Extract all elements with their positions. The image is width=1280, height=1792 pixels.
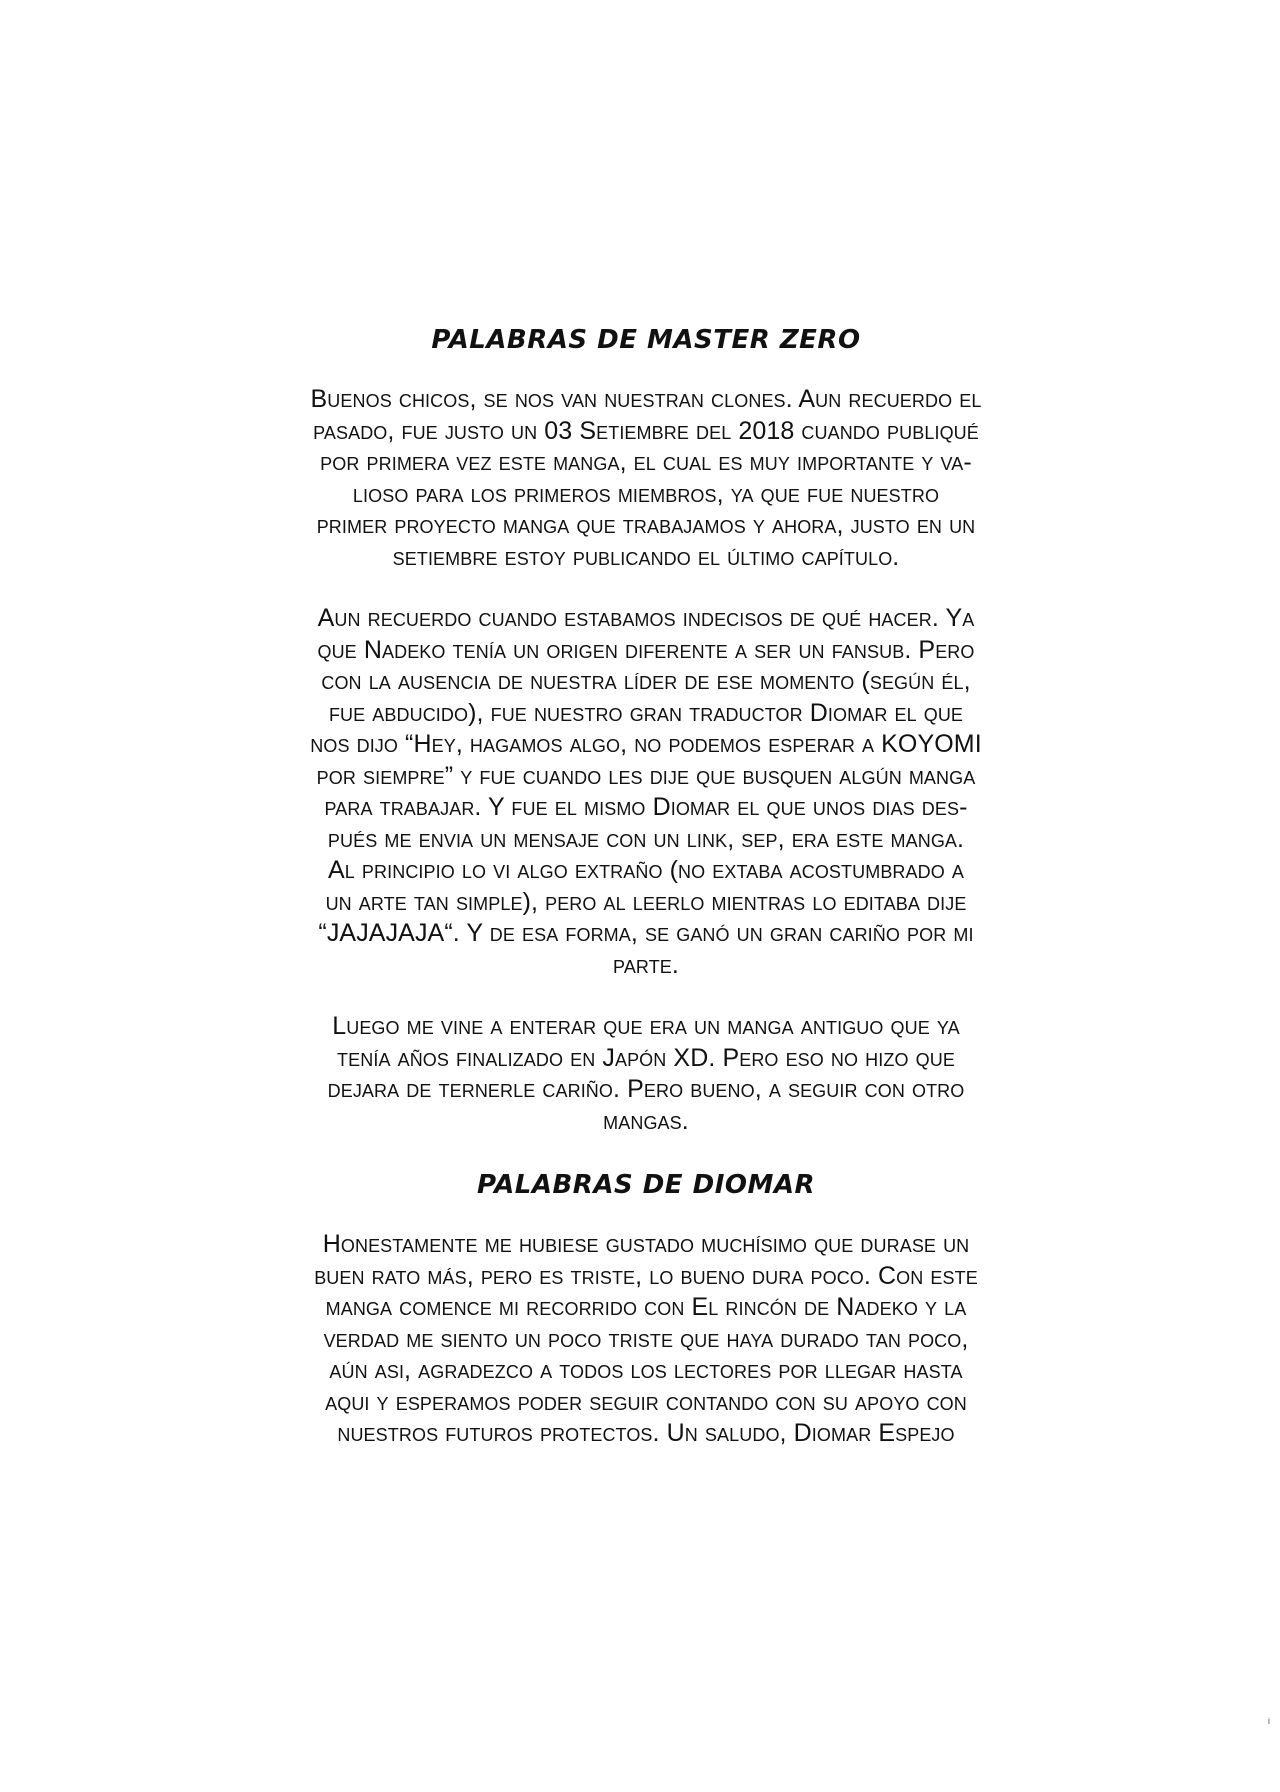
text-line: tenía años finalizado en Japón XD. Pero eso no hizo que xyxy=(337,1043,955,1072)
margin-mark: ᵢ xyxy=(1268,1712,1270,1726)
text-line: verdad me siento un poco triste que haya durado tan poco, xyxy=(323,1324,969,1353)
section-diomar xyxy=(230,1167,1062,1450)
text-line: por primera vez este manga, el cual es muy importante y va- xyxy=(320,448,972,476)
text-line: fue abducido), fue nuestro gran traductor Diomar el que xyxy=(328,698,964,727)
text-line: primer proyecto manga que trabajamos y ahora, justo en un xyxy=(316,511,976,539)
paragraph xyxy=(230,603,1062,981)
text-line: Honestamente me hubiese gustado muchísimo que durase un xyxy=(322,1230,970,1258)
text-line: aqui y esperamos poder seguir contando con su apoyo con xyxy=(325,1387,967,1416)
text-line: setiembre estoy publicando el último capítulo. xyxy=(392,542,900,571)
paragraph xyxy=(230,384,1062,573)
section-master-zero xyxy=(230,322,1062,1137)
paragraph xyxy=(230,1011,1062,1137)
text-line: para trabajar. Y fue el mismo Diomar el que unos dias des- xyxy=(324,793,968,821)
text-line: nos dijo “Hey, hagamos algo, no podemos esperar a KOYOMI xyxy=(310,730,982,758)
text-line: Aun recuerdo cuando estabamos indecisos de qué hacer. Ya xyxy=(317,604,975,632)
text-line: dejara de ternerle cariño. Pero bueno, a seguir con otro xyxy=(327,1075,965,1103)
text-line: con la ausencia de nuestra líder de ese momento (según él, xyxy=(321,667,971,695)
document-content xyxy=(230,322,1062,1480)
text-line: “JAJAJAJA“. Y de esa forma, se ganó un gran cariño por mi xyxy=(318,919,974,947)
text-line: nuestros futuros protectos. Un saludo, Diomar Espejo xyxy=(337,1419,955,1447)
text-line: un arte tan simple), pero al leerlo mientras lo editaba dije xyxy=(325,887,967,916)
text-line: que Nadeko tenía un origen diferente a ser un fansub. Pero xyxy=(317,635,975,664)
paragraph xyxy=(230,1229,1062,1450)
text-line: buen rato más, pero es triste, lo bueno dura poco. Con este xyxy=(314,1261,978,1290)
text-line: lioso para los primeros miembros, ya que fue nuestro xyxy=(352,479,940,508)
text-line: Buenos chicos, se nos van nuestran clones. Aun recuerdo el xyxy=(310,385,982,413)
text-line: mangas. xyxy=(603,1106,689,1135)
text-line: pués me envia un mensaje con un link, sep, era este manga. xyxy=(327,824,965,853)
text-line: Al principio lo vi algo extraño (no extaba acostumbrado a xyxy=(328,856,964,884)
text-line: por siempre” y fue cuando les dije que busquen algún manga xyxy=(316,761,976,790)
text-line: aún asi, agradezco a todos los lectores por llegar hasta xyxy=(329,1356,963,1384)
text-line: Luego me vine a enterar que era un manga antiguo que ya xyxy=(332,1012,960,1040)
text-line: pasado, fue justo un 03 Setiembre del 2018 cuando publiqué xyxy=(313,416,979,445)
text-line: manga comence mi recorrido con El rincón de Nadeko y la xyxy=(325,1293,967,1321)
section-heading: PALABRAS DE DIOMAR xyxy=(477,1170,815,1200)
section-heading: PALABRAS DE MASTER ZERO xyxy=(431,325,861,355)
text-line: parte. xyxy=(613,950,679,979)
